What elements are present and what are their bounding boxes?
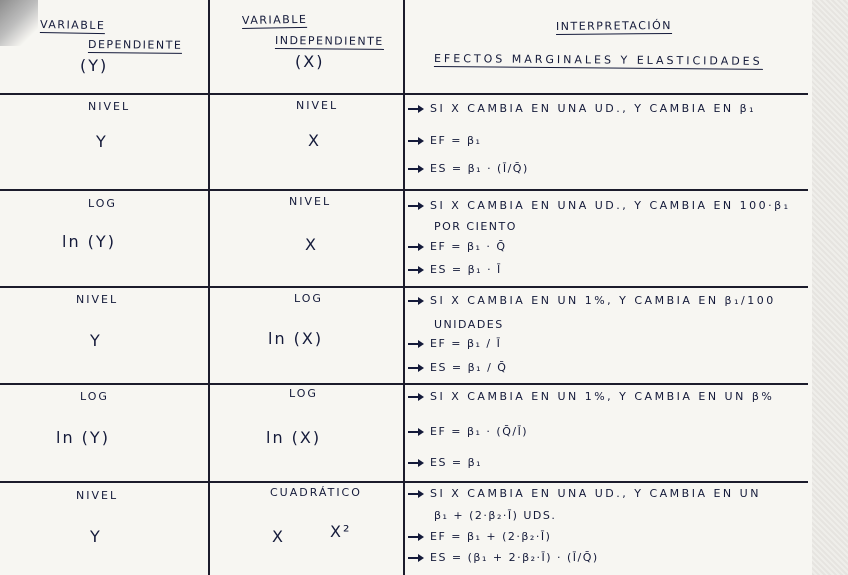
row4-ind-type: LOG	[289, 387, 318, 400]
arrow-icon	[408, 427, 426, 437]
header-independent-line2: INDEPENDIENTE	[274, 34, 384, 48]
row3-interp-text: ES = β₁ / Q̄	[430, 361, 508, 374]
arrow-icon	[408, 553, 426, 563]
row5-interp-line4	[408, 551, 599, 564]
header-dependent-line2: DEPENDIENTE	[87, 38, 183, 52]
row5-dep-expr: Y	[90, 527, 102, 546]
arrow-icon	[408, 242, 426, 252]
arrow-icon	[408, 164, 426, 174]
row3-ind-expr: ln (X)	[268, 329, 324, 348]
row5-interp-text: ES = (β₁ + 2·β₂·Ī) · (Ī/Q̄)	[430, 551, 599, 564]
arrow-icon	[408, 265, 426, 275]
row3-interp-text: EF = β₁ / Ī	[430, 337, 502, 350]
row4-interp-line1	[408, 390, 774, 403]
row1-interp-text: SI X CAMBIA EN UNA UD., Y CAMBIA EN β₁	[430, 102, 757, 115]
row3-dep-expr: Y	[90, 331, 102, 350]
row1-dep-type: NIVEL	[88, 100, 131, 113]
row2-ind-expr: X	[305, 235, 318, 254]
row4-ind-expr: ln (X)	[266, 428, 322, 447]
background-surface	[812, 0, 848, 575]
row2-interp-text: SI X CAMBIA EN UNA UD., Y CAMBIA EN 100·β₁	[430, 199, 791, 212]
arrow-icon	[408, 489, 426, 499]
row2-interp-text: EF = β₁ · Q̄	[430, 240, 507, 253]
row5-ind-type: CUADRÁTICO	[270, 486, 362, 499]
row3-dep-type: NIVEL	[76, 293, 119, 306]
arrow-icon	[408, 104, 426, 114]
row1-ind-expr: X	[308, 131, 321, 150]
row1-interp-line1	[408, 102, 756, 115]
header-interpretation-title: INTERPRETACIÓN	[555, 18, 673, 33]
row-divider	[0, 481, 808, 483]
arrow-icon	[408, 201, 426, 211]
row3-interp-text: SI X CAMBIA EN UN 1%, Y CAMBIA EN β₁/100	[430, 294, 776, 307]
row3-interp-line4	[408, 361, 507, 374]
row4-interp-line3	[408, 456, 482, 469]
row4-interp-line2	[408, 425, 528, 438]
row4-interp-text: ES = β₁	[430, 456, 483, 469]
header-independent-symbol: (X)	[295, 52, 325, 71]
row4-interp-text: SI X CAMBIA EN UN 1%, Y CAMBIA EN UN β%	[430, 390, 775, 403]
arrow-icon	[408, 136, 426, 146]
row2-interp-text: ES = β₁ · Ī	[430, 263, 502, 276]
row-divider	[0, 189, 808, 191]
row5-dep-type: NIVEL	[76, 489, 119, 502]
row5-interp-line1	[408, 487, 761, 500]
arrow-icon	[408, 363, 426, 373]
row2-interp-line1	[408, 199, 791, 212]
row-divider	[0, 383, 808, 385]
row3-interp-line3	[408, 337, 501, 350]
row2-ind-type: NIVEL	[289, 195, 332, 208]
row4-dep-type: LOG	[80, 390, 109, 403]
row1-interp-text: ES = β₁ · (Ī/Q̄)	[430, 162, 529, 175]
row2-interp-line4	[408, 263, 502, 276]
arrow-icon	[408, 296, 426, 306]
row2-dep-type: LOG	[88, 197, 117, 210]
row-divider	[0, 286, 808, 288]
row1-interp-line2	[408, 134, 481, 147]
arrow-icon	[408, 339, 426, 349]
row1-interp-text: EF = β₁	[430, 134, 482, 147]
row2-interp-line2: POR CIENTO	[434, 220, 517, 233]
arrow-icon	[408, 392, 426, 402]
row2-interp-line3	[408, 240, 507, 253]
row5-interp-text: EF = β₁ + (2·β₂·Ī)	[430, 530, 552, 543]
row1-interp-line3	[408, 162, 529, 175]
header-interpretation-subtitle: EFECTOS MARGINALES Y ELASTICIDADES	[433, 52, 763, 68]
row3-interp-line1	[408, 294, 776, 307]
arrow-icon	[408, 458, 426, 468]
header-dependent-line1: VARIABLE	[39, 18, 106, 33]
row-divider	[0, 93, 808, 95]
arrow-icon	[408, 532, 426, 542]
header-independent-line1: VARIABLE	[241, 12, 308, 27]
row5-interp-text: SI X CAMBIA EN UNA UD., Y CAMBIA EN UN	[430, 487, 761, 500]
row4-interp-text: EF = β₁ · (Q̄/Ī)	[430, 425, 529, 438]
row1-ind-type: NIVEL	[296, 99, 339, 112]
row5-ind-expr-squared: X²	[330, 522, 352, 541]
row5-ind-expr-linear: X	[272, 527, 285, 546]
row5-interp-line2: β₁ + (2·β₂·Ī) UDS.	[434, 509, 557, 522]
row4-dep-expr: ln (Y)	[56, 428, 110, 447]
row2-dep-expr: ln (Y)	[62, 232, 116, 251]
row5-interp-line3	[408, 530, 551, 543]
row3-ind-type: LOG	[294, 292, 323, 305]
row3-interp-line2: UNIDADES	[434, 318, 504, 331]
row1-dep-expr: Y	[96, 132, 108, 151]
header-dependent-symbol: (Y)	[80, 56, 109, 75]
